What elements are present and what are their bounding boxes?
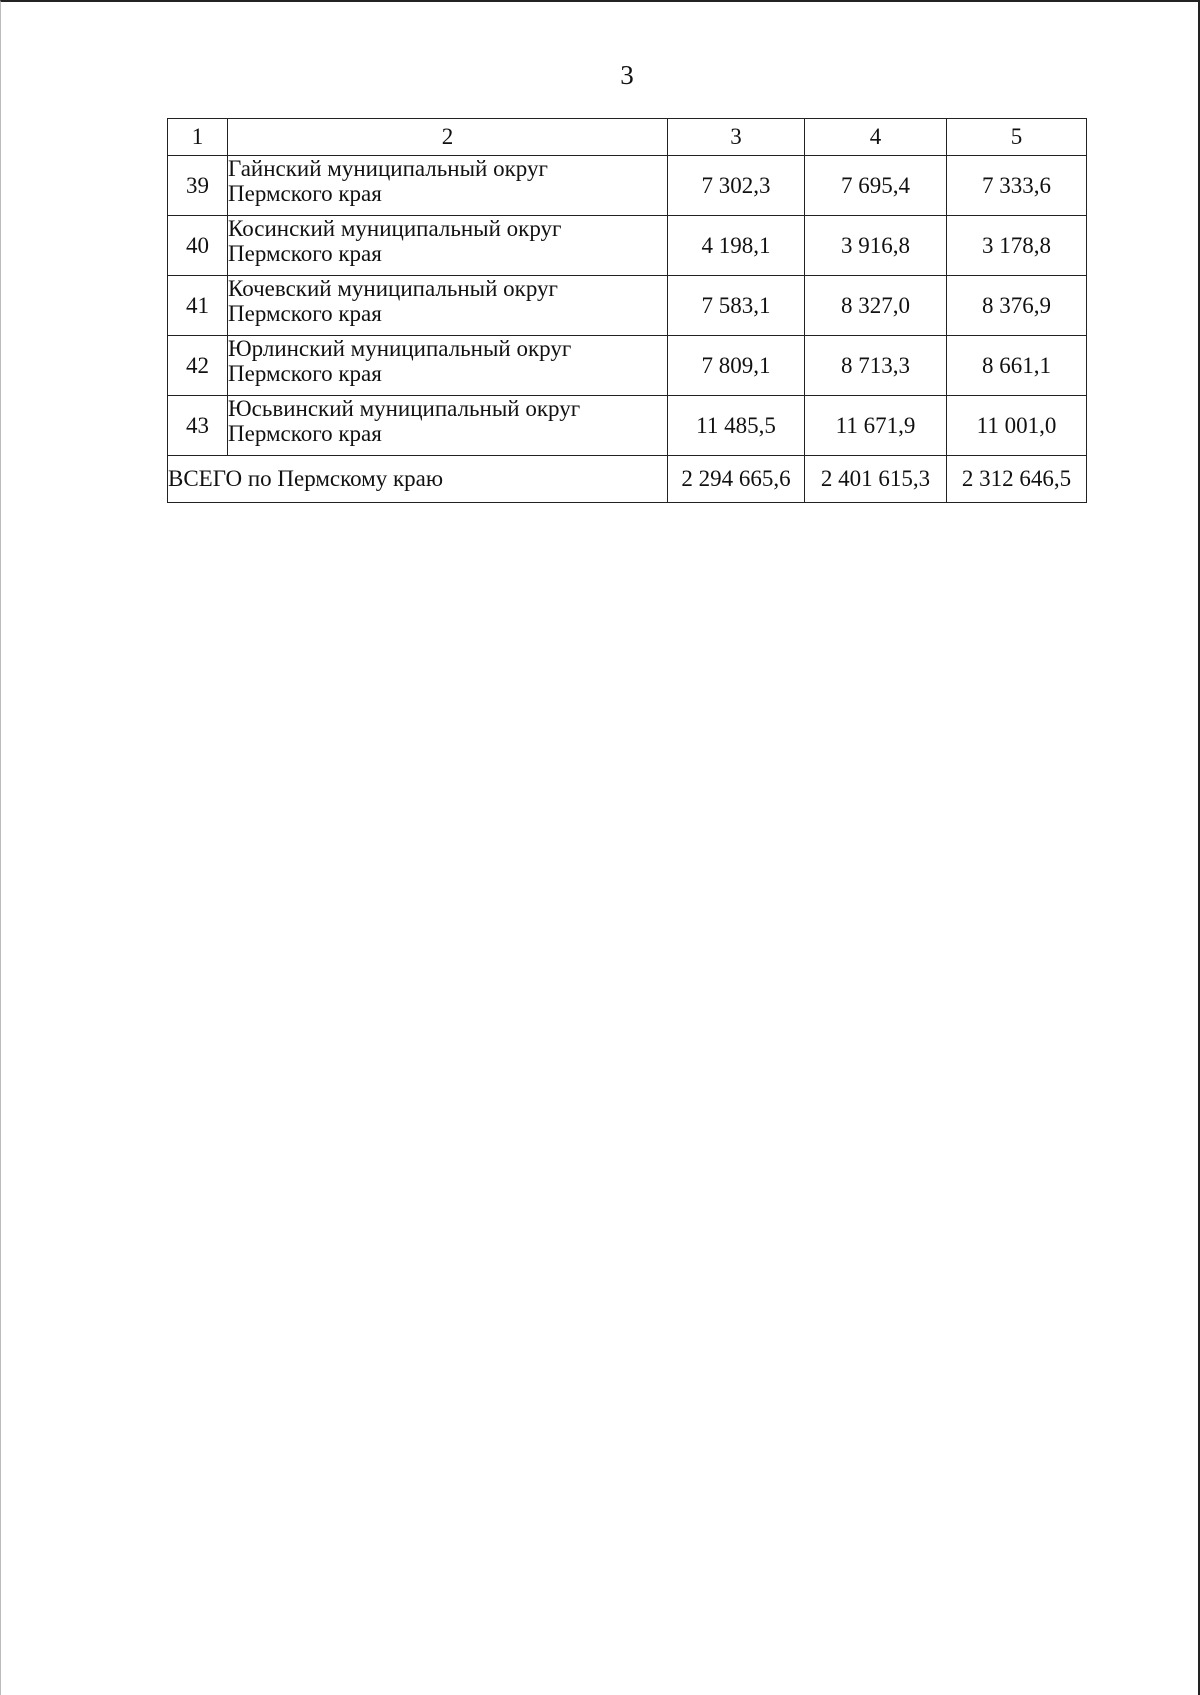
table-row	[168, 276, 1087, 336]
value-col4: 3 916,8	[805, 216, 947, 276]
value-col3: 11 485,5	[668, 396, 805, 456]
row-number: 40	[168, 216, 228, 276]
municipality-name	[228, 396, 668, 456]
value-col5: 11 001,0	[947, 396, 1087, 456]
table-header-row	[168, 119, 1087, 156]
name-line: Пермского края	[228, 301, 382, 326]
value-col3: 4 198,1	[668, 216, 805, 276]
table-row	[168, 156, 1087, 216]
name-line: Юсьвинский муниципальный округ	[228, 396, 581, 421]
value-col3: 7 583,1	[668, 276, 805, 336]
header-cell: 1	[168, 119, 228, 156]
municipality-name	[228, 276, 668, 336]
value-col3: 7 302,3	[668, 156, 805, 216]
name-line: Пермского края	[228, 241, 382, 266]
total-label: ВСЕГО по Пермскому краю	[168, 456, 668, 503]
value-col4: 8 713,3	[805, 336, 947, 396]
value-col3: 7 809,1	[668, 336, 805, 396]
value-col4: 11 671,9	[805, 396, 947, 456]
value-col4: 7 695,4	[805, 156, 947, 216]
data-table	[167, 118, 1087, 503]
name-line: Гайнский муниципальный округ	[228, 156, 548, 181]
value-col5: 7 333,6	[947, 156, 1087, 216]
name-line: Пермского края	[228, 181, 382, 206]
municipality-name	[228, 336, 668, 396]
name-line: Юрлинский муниципальный округ	[228, 336, 572, 361]
header-cell: 4	[805, 119, 947, 156]
name-line: Пермского края	[228, 361, 382, 386]
value-col5: 8 661,1	[947, 336, 1087, 396]
table-row	[168, 396, 1087, 456]
total-col3: 2 294 665,6	[668, 456, 805, 503]
table-total-row	[168, 456, 1087, 503]
row-number: 43	[168, 396, 228, 456]
row-number: 41	[168, 276, 228, 336]
value-col4: 8 327,0	[805, 276, 947, 336]
row-number: 42	[168, 336, 228, 396]
row-number: 39	[168, 156, 228, 216]
value-col5: 8 376,9	[947, 276, 1087, 336]
total-col4: 2 401 615,3	[805, 456, 947, 503]
table-row	[168, 336, 1087, 396]
total-col5: 2 312 646,5	[947, 456, 1087, 503]
page-number: 3	[620, 60, 634, 90]
table-row	[168, 216, 1087, 276]
name-line: Пермского края	[228, 421, 382, 446]
municipality-name	[228, 156, 668, 216]
value-col5: 3 178,8	[947, 216, 1087, 276]
header-cell: 2	[228, 119, 668, 156]
header-cell: 5	[947, 119, 1087, 156]
header-cell: 3	[668, 119, 805, 156]
name-line: Кочевский муниципальный округ	[228, 276, 558, 301]
municipality-name	[228, 216, 668, 276]
name-line: Косинский муниципальный округ	[228, 216, 562, 241]
